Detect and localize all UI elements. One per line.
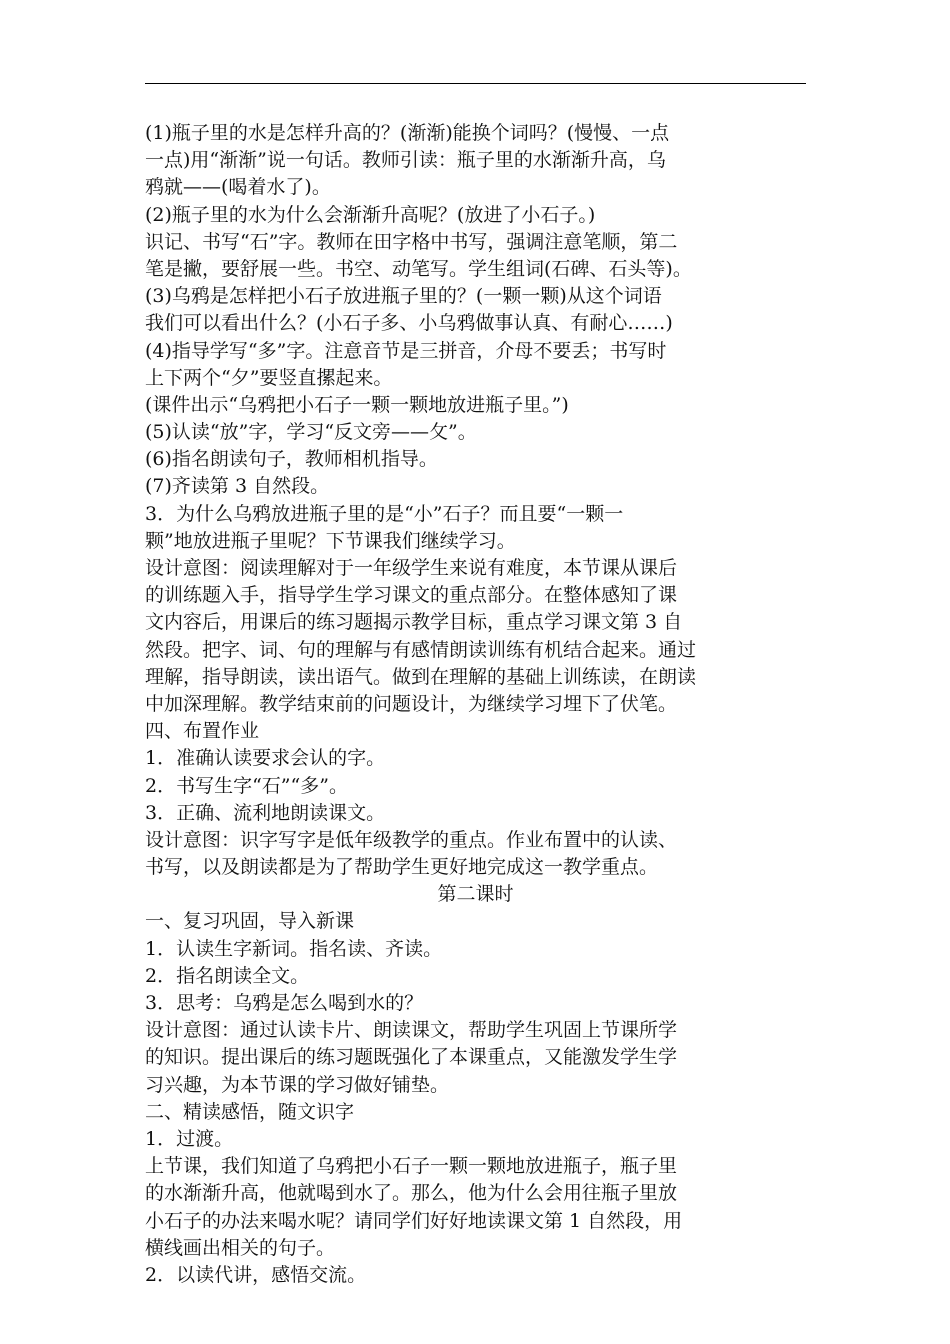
text-line: 2．以读代讲，感悟交流。 (145, 1263, 367, 1286)
text-line: (课件出示“乌鸦把小石子一颗一颗地放进瓶子里。”) (145, 393, 569, 416)
text-line: 横线画出相关的句子。 (145, 1236, 336, 1259)
text-line: (2)瓶子里的水为什么会渐渐升高呢？(放进了小石子。) (145, 203, 596, 226)
text-line: 上节课，我们知道了乌鸦把小石子一颗一颗地放进瓶子，瓶子里 (145, 1155, 678, 1178)
section-heading: 四、布置作业 (145, 720, 260, 743)
document-body (145, 120, 806, 1289)
header-rule (145, 83, 806, 84)
text-line: 中加深理解。教学结束前的问题设计，为继续学习埋下了伏笔。 (145, 692, 678, 715)
text-line: 文内容后，用课后的练习题揭示教学目标，重点学习课文第 3 自 (145, 611, 683, 634)
text-line: 3．为什么乌鸦放进瓶子里的是“小”石子？而且要“一颗一 (145, 502, 624, 525)
text-line: (3)乌鸦是怎样把小石子放进瓶子里的？(一颗一颗)从这个词语 (145, 285, 662, 308)
text-line: (4)指导学写“多”字。注意音节是三拼音，介母不要丢；书写时 (145, 339, 667, 362)
text-line: 2．书写生字“石”“多”。 (145, 774, 348, 797)
text-line: 的知识。提出课后的练习题既强化了本课重点，又能激发学生学 (145, 1046, 678, 1069)
section-heading: 一、复习巩固，导入新课 (145, 910, 355, 933)
text-line: 识记、书写“石”字。教师在田字格中书写，强调注意笔顺，第二 (145, 230, 678, 253)
text-line: (1)瓶子里的水是怎样升高的？(渐渐)能换个词吗？(慢慢、一点 (145, 122, 670, 144)
text-line: 1．过渡。 (145, 1127, 234, 1150)
text-line: 的水渐渐升高，他就喝到水了。那么，他为什么会用往瓶子里放 (145, 1182, 678, 1205)
text-line: 设计意图：识字写字是低年级教学的重点。作业布置中的认读、 (145, 828, 678, 851)
text-line: 一点)用“渐渐”说一句话。教师引读：瓶子里的水渐渐升高，乌 (145, 149, 666, 172)
text-line: 2．指名朗读全文。 (145, 964, 310, 987)
text-line: (5)认读“放”字，学习“反文旁——攵”。 (145, 421, 477, 444)
text-line: 1．认读生字新词。指名读、齐读。 (145, 937, 443, 960)
text-line: 鸦就——(喝着水了)。 (145, 176, 331, 199)
text-line: 3．正确、流利地朗读课文。 (145, 801, 386, 824)
text-line: 小石子的办法来喝水呢？请同学们好好地读课文第 1 自然段，用 (145, 1209, 683, 1232)
text-line: 颗”地放进瓶子里呢？下节课我们继续学习。 (145, 529, 516, 552)
text-line: 设计意图：阅读理解对于一年级学生来说有难度，本节课从课后 (145, 557, 678, 579)
text-line: 设计意图：通过认读卡片、朗读课文，帮助学生巩固上节课所学 (145, 1019, 678, 1042)
text-line: (7)齐读第 3 自然段。 (145, 475, 330, 498)
lesson-title: 第二课时 (437, 883, 514, 906)
text-line: 3．思考：乌鸦是怎么喝到水的？ (145, 992, 424, 1014)
text-line: (6)指名朗读句子，教师相机指导。 (145, 448, 438, 471)
text-line: 的训练题入手，指导学生学习课文的重点部分。在整体感知了课 (145, 584, 678, 607)
text-line: 习兴趣，为本节课的学习做好铺垫。 (145, 1073, 450, 1096)
text-line: 上下两个“夕”要竖直摞起来。 (145, 366, 393, 389)
text-line: 然段。把字、词、句的理解与有感情朗读训练有机结合起来。通过 (145, 638, 697, 661)
text-line: 理解，指导朗读，读出语气。做到在理解的基础上训练读，在朗读 (145, 665, 697, 688)
text-line: 1．准确认读要求会认的字。 (145, 747, 386, 770)
text-line: 笔是撇，要舒展一些。书空、动笔写。学生组词(石碑、石头等)。 (145, 257, 692, 280)
text-line: 书写，以及朗读都是为了帮助学生更好地完成这一教学重点。 (145, 856, 659, 879)
section-heading: 二、精读感悟，随文识字 (145, 1100, 355, 1123)
text-line: 我们可以看出什么？(小石子多、小乌鸦做事认真、有耐心……) (145, 312, 673, 335)
